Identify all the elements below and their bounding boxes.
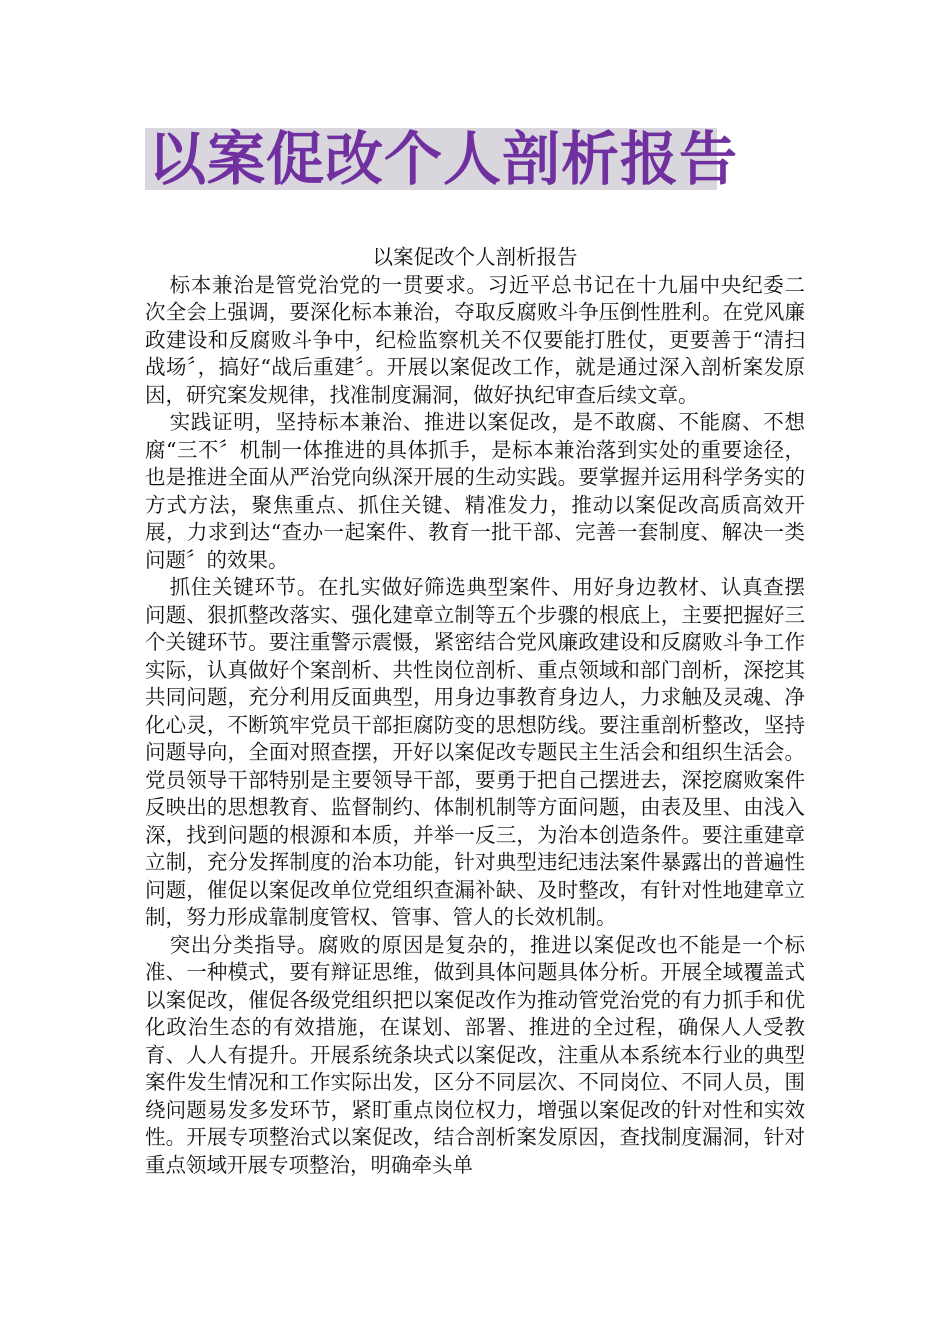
banner-title: 以案促改个人剖析报告 bbox=[148, 125, 739, 193]
paragraph-3: 抓住关键环节。在扎实做好筛选典型案件、用好身边教材、认真查摆问题、狠抓整改落实、强化建章立制等五个步骤的根底上，主要把握好三个关键环节。要注重警示震慑，紧密结合党风廉政建设和反腐败斗争工作实际，认真做好个案剖析、共性岗位剖析、重点领域和部门剖析，深挖其共同问题，充分利用反面典型，用身边事教育身边人，力求触及灵魂、净化心灵，不断筑牢党员干部拒腐防变的思想防线。要注重剖析整改，坚持问题导向，全面对照查摆，开好以案促改专题民主生活会和组织生活会。党员领导干部特别是主要领导干部，要勇于把自己摆进去，深挖腐败案件反映出的思想教育、监督制约、体制机制等方面问题，由表及里、由浅入深，找到问题的根源和本质，并举一反三，为治本创造条件。要注重建章立制，充分发挥制度的治本功能，针对典型违纪违法案件暴露出的普遍性问题，催促以案促改单位党组织查漏补缺、及时整改，有针对性地建章立制，努力形成靠制度管权、管事、管人的长效机制。 bbox=[145, 575, 805, 929]
paragraph-2: 实践证明，坚持标本兼治、推进以案促改，是不敢腐、不能腐、不想腐“三不〞机制一体推进的具体抓手，是标本兼治落到实处的重要途径，也是推进全面从严治党向纵深开展的生动实践。要掌握并运用科学务实的方式方法，聚焦重点、抓住关键、精准发力，推动以案促改高质高效开展，力求到达“查办一起案件、教育一批干部、完善一套制度、解决一类问题〞的效果。 bbox=[145, 410, 805, 572]
paragraph-1: 标本兼治是管党治党的一贯要求。习近平总书记在十九届中央纪委二次全会上强调，要深化标本兼治，夺取反腐败斗争压倒性胜利。在党风廉政建设和反腐败斗争中，纪检监察机关不仅要能打胜仗，更要善于“清扫战场〞，搞好“战后重建〞。开展以案促改工作，就是通过深入剖析案发原因，研究案发规律，找准制度漏洞，做好执纪审查后续文章。 bbox=[145, 272, 805, 407]
document-title: 以案促改个人剖析报告 bbox=[372, 245, 578, 269]
article-body bbox=[145, 244, 805, 1179]
paragraph-4: 突出分类指导。腐败的原因是复杂的，推进以案促改也不能是一个标准、一种模式，要有辩证思维，做到具体问题具体分析。开展全域覆盖式以案促改，催促各级党组织把以案促改作为推动管党治党的有力抓手和优化政治生态的有效措施，在谋划、部署、推进的全过程，确保人人受教育、人人有提升。开展系统条块式以案促改，注重从本系统本行业的典型案件发生情况和工作实际出发，区分不同层次、不同岗位、不同人员，围绕问题易发多发环节，紧盯重点岗位权力，增强以案促改的针对性和实效性。开展专项整治式以案促改，结合剖析案发原因，查找制度漏洞，针对重点领域开展专项整治，明确牵头单 bbox=[145, 932, 805, 1177]
